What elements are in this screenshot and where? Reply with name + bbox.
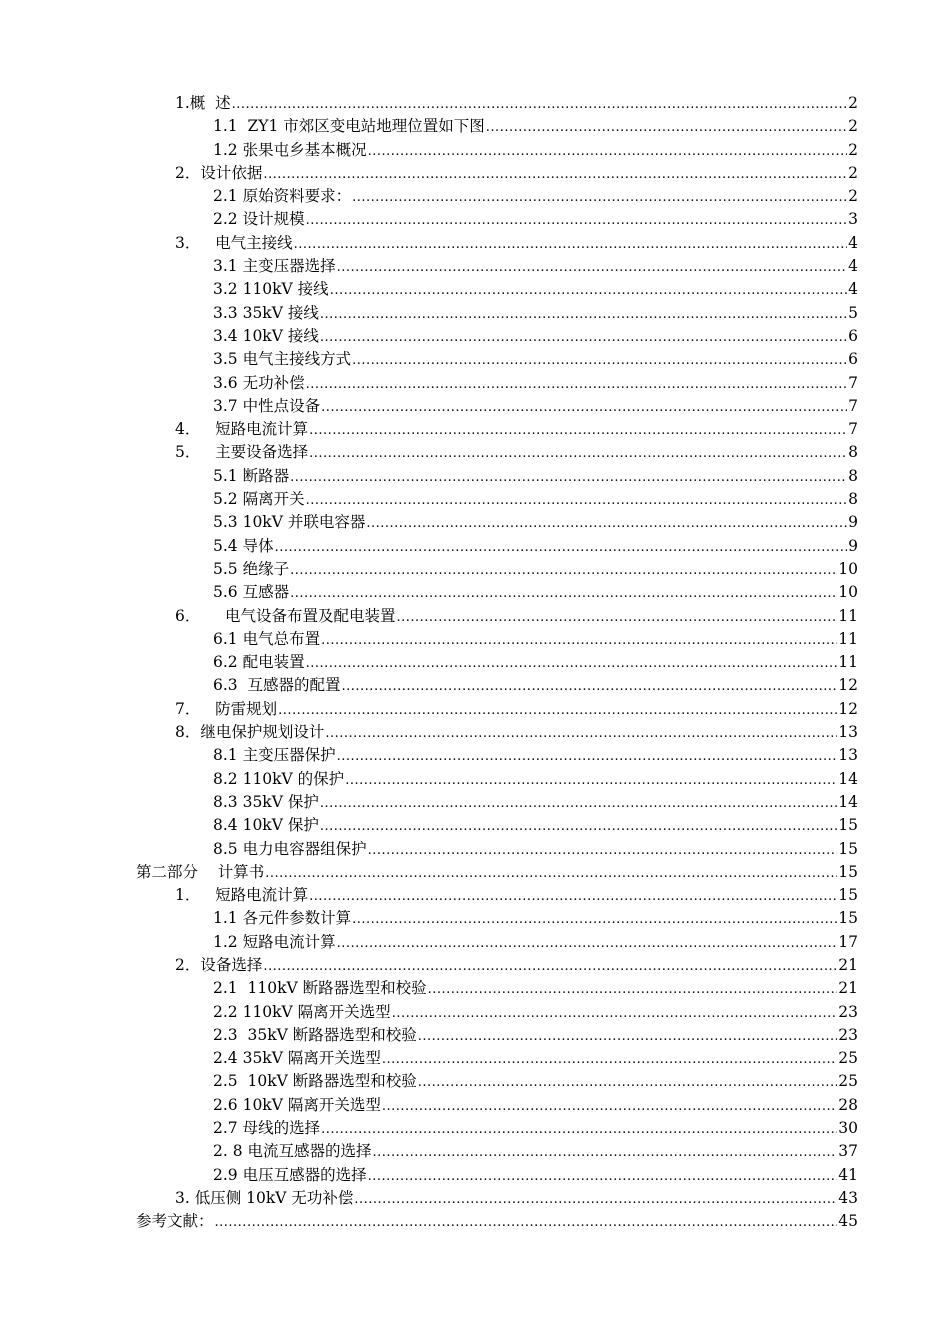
toc-entry-page-number: 8 — [848, 466, 858, 485]
toc-entry-page-number: 15 — [838, 862, 858, 881]
toc-leader-dots — [368, 1165, 838, 1188]
table-of-contents — [0, 92, 950, 1234]
toc-entry-page-number: 4 — [848, 280, 858, 299]
toc-entry-page-number: 14 — [838, 792, 858, 811]
toc-entry-title: 2.6 10kV 隔离开关选型 — [213, 1095, 381, 1114]
toc-leader-dots — [321, 629, 837, 652]
toc-entry-title: 3. 低压侧 10kV 无功补偿 — [175, 1188, 354, 1207]
toc-entry-title: 5． 主要设备选择 — [175, 443, 309, 462]
toc-entry-page-number: 2 — [848, 94, 858, 112]
toc-entry-title: 8.1 主变压器保护 — [213, 746, 336, 765]
toc-entry[interactable] — [0, 325, 858, 348]
toc-entry-page-number: 2 — [848, 140, 858, 159]
toc-entry[interactable] — [0, 115, 858, 138]
toc-entry-page-number: 25 — [838, 1049, 858, 1068]
toc-entry[interactable] — [0, 605, 858, 628]
toc-leader-dots — [418, 1025, 838, 1048]
toc-entry-page-number: 10 — [838, 559, 858, 578]
toc-entry-page-number: 15 — [838, 909, 858, 928]
toc-leader-dots — [278, 699, 837, 722]
toc-entry-page-number: 9 — [848, 536, 858, 555]
toc-entry-page-number: 6 — [848, 326, 858, 345]
toc-leader-dots — [263, 163, 847, 186]
toc-entry-page-number: 7 — [848, 396, 858, 415]
toc-entry-title: 3.2 110kV 接线 — [213, 280, 329, 299]
toc-leader-dots — [321, 396, 847, 419]
toc-entry-title: 6.3 互感器的配置 — [213, 676, 341, 695]
toc-entry[interactable] — [0, 511, 858, 534]
toc-entry-title: 5.1 断路器 — [213, 466, 290, 485]
toc-entry-page-number: 12 — [838, 676, 858, 695]
toc-entry[interactable] — [0, 861, 858, 884]
toc-entry-page-number: 23 — [838, 1025, 858, 1044]
toc-entry[interactable] — [0, 1047, 858, 1070]
toc-entry[interactable] — [0, 907, 858, 930]
toc-entry-title: 2.1 110kV 断路器选型和校验 — [213, 979, 427, 998]
toc-entry-page-number: 45 — [838, 1212, 858, 1231]
toc-entry[interactable] — [0, 535, 858, 558]
toc-entry-title: 2.4 35kV 隔离开关选型 — [213, 1049, 381, 1068]
toc-leader-dots — [418, 1071, 838, 1094]
toc-entry-page-number: 11 — [838, 629, 858, 648]
toc-entry-title: 3． 电气主接线 — [175, 233, 293, 252]
toc-entry-page-number: 21 — [838, 979, 858, 998]
toc-entry-title: 2.2 110kV 隔离开关选型 — [213, 1002, 391, 1021]
toc-entry-page-number: 28 — [838, 1095, 858, 1114]
toc-entry-title: 2.5 10kV 断路器选型和校验 — [213, 1072, 417, 1091]
toc-entry-title: 3.4 10kV 接线 — [213, 326, 319, 345]
toc-leader-dots — [309, 885, 837, 908]
toc-entry[interactable] — [0, 348, 858, 371]
toc-entry[interactable] — [0, 558, 858, 581]
toc-leader-dots — [275, 536, 848, 559]
toc-entry[interactable] — [0, 814, 858, 837]
toc-leader-dots — [306, 652, 838, 675]
toc-entry[interactable] — [0, 185, 858, 208]
toc-entry[interactable] — [0, 1210, 858, 1233]
toc-entry-title: 2.9 电压互感器的选择 — [213, 1165, 367, 1184]
toc-entry[interactable] — [0, 651, 858, 674]
toc-entry-title: 8.4 10kV 保护 — [213, 816, 319, 835]
toc-leader-dots — [320, 303, 847, 326]
toc-entry[interactable] — [0, 931, 858, 954]
toc-leader-dots — [330, 279, 847, 302]
toc-entry[interactable] — [0, 884, 858, 907]
toc-leader-dots — [215, 1211, 838, 1234]
toc-leader-dots — [320, 815, 837, 838]
toc-leader-dots — [486, 116, 847, 139]
toc-entry[interactable] — [0, 581, 858, 604]
toc-leader-dots — [306, 373, 848, 396]
toc-entry-page-number: 7 — [848, 420, 858, 439]
toc-entry[interactable] — [0, 372, 858, 395]
toc-leader-dots — [309, 419, 847, 442]
toc-entry[interactable] — [0, 255, 858, 278]
toc-entry-title: 3.1 主变压器选择 — [213, 257, 336, 276]
toc-entry[interactable] — [0, 768, 858, 791]
toc-entry[interactable] — [0, 441, 858, 464]
toc-entry-page-number: 21 — [838, 955, 858, 974]
toc-entry[interactable] — [0, 1024, 858, 1047]
toc-entry[interactable] — [0, 674, 858, 697]
toc-entry-title: 8.2 110kV 的保护 — [213, 769, 345, 788]
toc-entry-page-number: 10 — [838, 583, 858, 602]
toc-entry-page-number: 8 — [848, 443, 858, 462]
toc-leader-dots — [325, 722, 837, 745]
toc-entry[interactable] — [0, 1070, 858, 1093]
toc-entry-title: 5.4 导体 — [213, 536, 274, 555]
toc-entry-title: 1.2 张果屯乡基本概况 — [213, 140, 367, 159]
toc-leader-dots — [366, 512, 847, 535]
toc-entry[interactable] — [0, 465, 858, 488]
toc-entry-page-number: 7 — [848, 373, 858, 392]
toc-entry-page-number: 9 — [848, 513, 858, 532]
toc-entry-title: 1.1 各元件参数计算 — [213, 909, 352, 928]
toc-entry-title: 2．设计依据 — [175, 163, 263, 182]
toc-entry-title: 4． 短路电流计算 — [175, 420, 309, 439]
toc-entry[interactable] — [0, 139, 858, 162]
toc-leader-dots — [337, 932, 838, 955]
toc-entry-title: 2. 8 电流互感器的选择 — [213, 1142, 372, 1161]
toc-entry-title: 7． 防雷规划 — [175, 699, 278, 718]
toc-entry-page-number: 43 — [838, 1188, 858, 1207]
toc-entry[interactable] — [0, 162, 858, 185]
toc-leader-dots — [290, 582, 837, 605]
toc-entry-page-number: 4 — [848, 257, 858, 276]
toc-entry-page-number: 30 — [838, 1119, 858, 1138]
toc-leader-dots — [265, 862, 837, 885]
toc-entry-page-number: 11 — [838, 653, 858, 672]
toc-entry-title: 6.2 配电装置 — [213, 653, 305, 672]
toc-entry-title: 8．继电保护规划设计 — [175, 723, 325, 742]
toc-entry-page-number: 2 — [848, 163, 858, 182]
toc-entry-page-number: 8 — [848, 490, 858, 509]
toc-entry-page-number: 17 — [838, 932, 858, 951]
toc-leader-dots — [428, 978, 838, 1001]
toc-entry-page-number: 23 — [838, 1002, 858, 1021]
toc-leader-dots — [382, 1048, 837, 1071]
toc-entry[interactable] — [0, 1117, 858, 1140]
toc-entry-title: 3.7 中性点设备 — [213, 396, 321, 415]
toc-entry[interactable] — [0, 977, 858, 1000]
toc-entry-page-number: 25 — [838, 1072, 858, 1091]
toc-entry[interactable] — [0, 791, 858, 814]
toc-entry[interactable] — [0, 208, 858, 231]
toc-entry[interactable] — [0, 1187, 858, 1210]
toc-entry-title: 6.1 电气总布置 — [213, 629, 321, 648]
toc-leader-dots — [352, 908, 837, 931]
toc-entry[interactable] — [0, 232, 858, 255]
toc-leader-dots — [337, 256, 848, 279]
toc-entry[interactable] — [0, 418, 858, 441]
toc-entry[interactable] — [0, 838, 858, 861]
toc-entry-title: 2.2 设计规模 — [213, 210, 305, 229]
toc-leader-dots — [320, 792, 837, 815]
toc-entry-page-number: 6 — [848, 350, 858, 369]
toc-leader-dots — [342, 675, 838, 698]
toc-entry-page-number: 5 — [848, 303, 858, 322]
toc-entry[interactable] — [0, 395, 858, 418]
toc-entry-page-number: 3 — [848, 210, 858, 229]
toc-entry[interactable] — [0, 278, 858, 301]
toc-leader-dots — [368, 839, 838, 862]
toc-entry-title: 1.概 述 — [175, 94, 231, 112]
toc-entry[interactable] — [0, 1164, 858, 1187]
toc-entry-page-number: 11 — [838, 606, 858, 625]
toc-entry-page-number: 37 — [838, 1142, 858, 1161]
toc-leader-dots — [309, 442, 847, 465]
toc-entry-title: 2.1 原始资料要求： — [213, 187, 352, 206]
toc-entry[interactable] — [0, 488, 858, 511]
toc-leader-dots — [354, 1188, 837, 1211]
toc-entry-page-number: 14 — [838, 769, 858, 788]
toc-entry-title: 6． 电气设备布置及配电装置 — [175, 606, 396, 625]
toc-leader-dots — [337, 745, 838, 768]
toc-entry[interactable] — [0, 1001, 858, 1024]
toc-entry[interactable] — [0, 954, 858, 977]
toc-leader-dots — [373, 1141, 838, 1164]
toc-entry-page-number: 41 — [838, 1165, 858, 1184]
toc-leader-dots — [352, 349, 847, 372]
toc-entry-page-number: 13 — [838, 746, 858, 765]
toc-entry-page-number: 2 — [848, 187, 858, 206]
toc-entry-title: 3.5 电气主接线方式 — [213, 350, 352, 369]
toc-entry[interactable] — [0, 1094, 858, 1117]
toc-entry-title: 8.5 电力电容器组保护 — [213, 839, 367, 858]
toc-leader-dots — [294, 233, 847, 256]
toc-leader-dots — [397, 606, 838, 629]
toc-leader-dots — [290, 466, 847, 489]
toc-entry[interactable] — [0, 721, 858, 744]
toc-leader-dots — [306, 209, 848, 232]
toc-entry-title: 3.3 35kV 接线 — [213, 303, 319, 322]
toc-entry[interactable] — [0, 1140, 858, 1163]
toc-entry-title: 5.2 隔离开关 — [213, 490, 305, 509]
toc-entry-title: 2.3 35kV 断路器选型和校验 — [213, 1025, 417, 1044]
toc-leader-dots — [232, 93, 847, 116]
toc-entry[interactable] — [0, 698, 858, 721]
toc-entry-title: 5.3 10kV 并联电容器 — [213, 513, 366, 532]
toc-entry-title: 5.5 绝缘子 — [213, 559, 290, 578]
toc-leader-dots — [345, 769, 837, 792]
toc-leader-dots — [263, 955, 837, 978]
toc-entry-page-number: 4 — [848, 233, 858, 252]
toc-leader-dots — [290, 559, 837, 582]
toc-leader-dots — [382, 1095, 837, 1118]
toc-entry[interactable] — [0, 744, 858, 767]
toc-entry-page-number: 15 — [838, 839, 858, 858]
toc-leader-dots — [320, 326, 847, 349]
toc-entry-title: 2．设备选择 — [175, 955, 263, 974]
toc-entry-page-number: 15 — [838, 816, 858, 835]
toc-entry[interactable] — [0, 92, 858, 115]
toc-entry-page-number: 2 — [848, 117, 858, 136]
toc-entry-title: 1.1 ZY1 市郊区变电站地理位置如下图 — [213, 117, 485, 136]
toc-entry[interactable] — [0, 628, 858, 651]
toc-entry-title: 5.6 互感器 — [213, 583, 290, 602]
toc-leader-dots — [392, 1002, 838, 1025]
toc-leader-dots — [352, 186, 847, 209]
toc-leader-dots — [321, 1118, 837, 1141]
toc-entry-page-number: 13 — [838, 723, 858, 742]
toc-entry-page-number: 15 — [838, 886, 858, 905]
toc-entry-page-number: 12 — [838, 699, 858, 718]
toc-entry-title: 1.2 短路电流计算 — [213, 932, 336, 951]
toc-entry[interactable] — [0, 302, 858, 325]
toc-leader-dots — [368, 140, 848, 163]
toc-leader-dots — [306, 489, 848, 512]
toc-entry-title: 1． 短路电流计算 — [175, 886, 309, 905]
toc-entry-title: 参考文献： — [136, 1212, 214, 1231]
toc-entry-title: 第二部分 计算书 — [136, 862, 265, 881]
toc-entry-title: 2.7 母线的选择 — [213, 1119, 321, 1138]
toc-entry-title: 8.3 35kV 保护 — [213, 792, 319, 811]
toc-entry-title: 3.6 无功补偿 — [213, 373, 305, 392]
